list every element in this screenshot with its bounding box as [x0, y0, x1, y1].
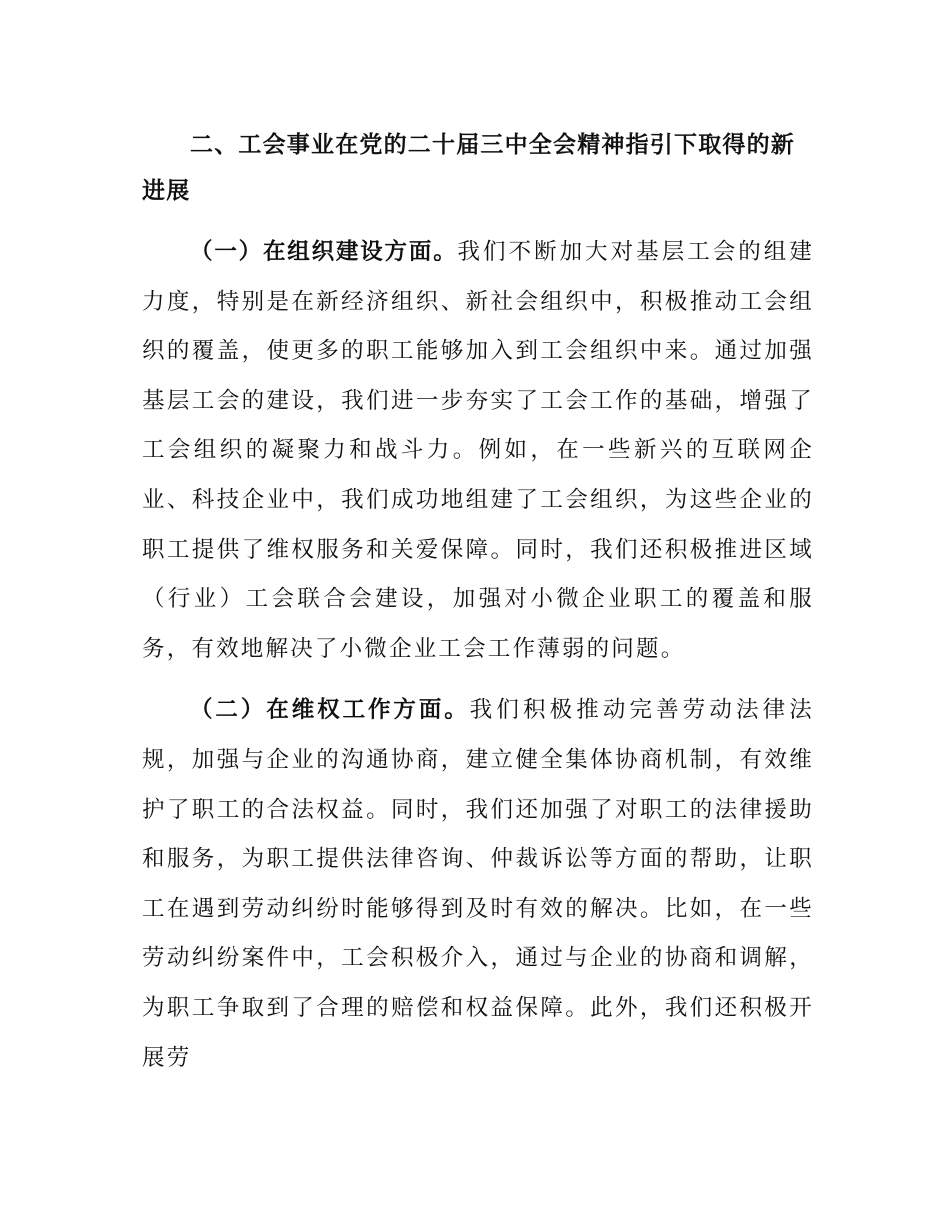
paragraph-text: 我们不断加大对基层工会的组建力度，特别是在新经济组织、新社会组织中，积极推动工会组织的覆盖，使更多的职工能够加入到工会组织中来。通过加强基层工会的建设，我们进一步夯实了工会工作的基础，增强了工会组织的凝聚力和战斗力。例如，在一些新兴的互联网企业、科技企业中，我们成功地组建了工会组织，为这些企业的职工提供了维权服务和关爱保障。同时，我们还积极推进区域（行业）工会联合会建设，加强对小微企业职工的覆盖和服务，有效地解决了小微企业工会工作薄弱的问题。	[142, 239, 814, 662]
paragraph-lead: （二）在维权工作方面。	[190, 697, 470, 724]
paragraph-rights-protection	[142, 686, 814, 1083]
document-body	[142, 122, 814, 1083]
paragraph-organization-building	[142, 228, 814, 674]
paragraph-text: 我们积极推动完善劳动法律法规，加强与企业的沟通协商，建立健全集体协商机制，有效维护了职工的合法权益。同时，我们还加强了对职工的法律援助和服务，为职工提供法律咨询、仲裁诉讼等方面的帮助，让职工在遇到劳动纠纷时能够得到及时有效的解决。比如，在一些劳动纠纷案件中，工会积极介入，通过与企业的协商和调解，为职工争取到了合理的赔偿和权益保障。此外，我们还积极开展劳	[142, 697, 814, 1071]
paragraph-lead: （一）在组织建设方面。	[190, 239, 458, 265]
section-heading: 二、工会事业在党的二十届三中全会精神指引下取得的新进展	[142, 132, 795, 204]
